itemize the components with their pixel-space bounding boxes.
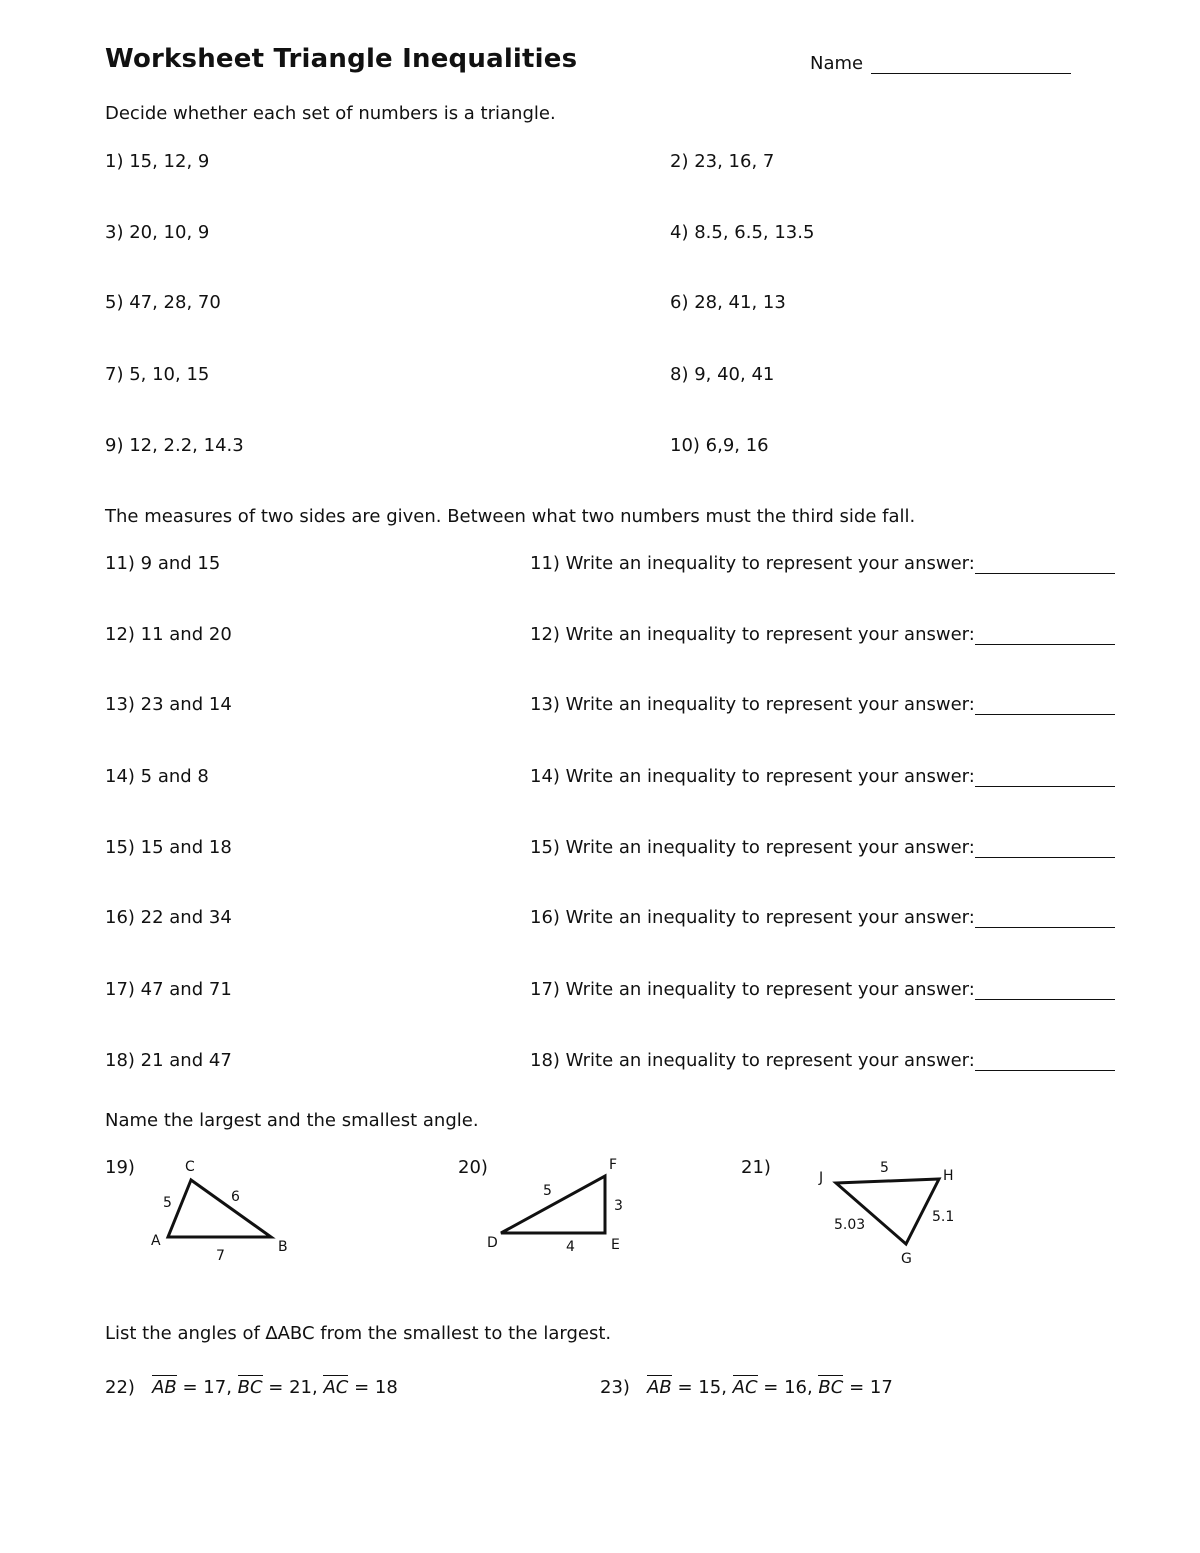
- vertex-label: J: [819, 1170, 824, 1186]
- segment-bc: BC: [237, 1377, 263, 1398]
- prompt-text: 17) Write an inequality to represent your answer:: [530, 979, 975, 1000]
- pair-15: 15) 15 and 18: [105, 837, 232, 858]
- vertex-label: A: [151, 1233, 161, 1249]
- triangle-20-number: 20): [458, 1157, 488, 1178]
- triangle-20: [487, 1157, 623, 1255]
- problem-4: 4) 8.5, 6.5, 13.5: [670, 222, 815, 243]
- problem-22: [105, 1377, 398, 1398]
- pair-17: 17) 47 and 71: [105, 979, 232, 1000]
- problem-9: 9) 12, 2.2, 14.3: [105, 435, 244, 456]
- pair-12: 12) 11 and 20: [105, 624, 232, 645]
- pair-18: 18) 21 and 47: [105, 1050, 232, 1071]
- triangle-19-shape: [168, 1180, 271, 1237]
- side-label: 7: [216, 1248, 225, 1264]
- problem-5: 5) 47, 28, 70: [105, 292, 221, 313]
- segment-ab: AB: [152, 1377, 177, 1398]
- triangle-21: [818, 1160, 954, 1267]
- vertex-label: D: [487, 1235, 498, 1251]
- prompt-text: 11) Write an inequality to represent your answer:: [530, 553, 975, 574]
- section4-instruction: List the angles of ∆ABC from the smallest to the largest.: [105, 1323, 612, 1344]
- side-label: 6: [231, 1189, 240, 1205]
- side-label: 4: [566, 1239, 575, 1255]
- problem-23: [600, 1377, 893, 1398]
- pair-16: 16) 22 and 34: [105, 907, 232, 928]
- problem-1: 1) 15, 12, 9: [105, 151, 210, 172]
- side-label: 5: [880, 1160, 889, 1176]
- side-label: 5: [163, 1195, 172, 1211]
- vertex-label: H: [943, 1168, 954, 1184]
- name-label: Name: [810, 53, 864, 74]
- problem-22-number: 22): [105, 1377, 135, 1398]
- segment-ab: AB: [647, 1377, 672, 1398]
- triangle-19-number: 19): [105, 1157, 135, 1178]
- segment-ac: AC: [323, 1377, 349, 1398]
- page-title: Worksheet Triangle Inequalities: [105, 44, 578, 74]
- segment-value: = 15,: [671, 1377, 733, 1398]
- section3-instruction: Name the largest and the smallest angle.: [105, 1110, 479, 1131]
- prompt-text: 16) Write an inequality to represent your answer:: [530, 907, 975, 928]
- problem-7: 7) 5, 10, 15: [105, 364, 210, 385]
- segment-value: = 18: [348, 1377, 398, 1398]
- side-label: 5: [543, 1183, 552, 1199]
- pair-11: 11) 9 and 15: [105, 553, 221, 574]
- problem-23-number: 23): [600, 1377, 630, 1398]
- triangle-21-number: 21): [741, 1157, 771, 1178]
- side-label: 5.03: [834, 1217, 866, 1233]
- problem-6: 6) 28, 41, 13: [670, 292, 786, 313]
- vertex-label: F: [609, 1157, 618, 1173]
- pair-13: 13) 23 and 14: [105, 694, 232, 715]
- prompt-text: 14) Write an inequality to represent your answer:: [530, 766, 975, 787]
- triangle-19: [151, 1159, 288, 1264]
- section1-instruction: Decide whether each set of numbers is a triangle.: [105, 103, 556, 124]
- segment-value: = 17: [843, 1377, 893, 1398]
- section2-instruction: The measures of two sides are given. Between what two numbers must the third side fall.: [105, 506, 916, 527]
- prompt-text: 13) Write an inequality to represent your answer:: [530, 694, 975, 715]
- problem-8: 8) 9, 40, 41: [670, 364, 775, 385]
- vertex-label: E: [611, 1237, 620, 1253]
- segment-value: = 21,: [262, 1377, 324, 1398]
- triangle-21-shape: [836, 1179, 939, 1244]
- segment-value: = 17,: [176, 1377, 238, 1398]
- segment-ac: AC: [732, 1377, 758, 1398]
- prompt-text: 15) Write an inequality to represent your answer:: [530, 837, 975, 858]
- segment-bc: BC: [818, 1377, 844, 1398]
- triangle-20-shape: [501, 1176, 605, 1233]
- prompt-text: 12) Write an inequality to represent your answer:: [530, 624, 975, 645]
- vertex-label: C: [185, 1159, 195, 1175]
- side-label: 3: [614, 1198, 623, 1214]
- problem-3: 3) 20, 10, 9: [105, 222, 210, 243]
- problem-2: 2) 23, 16, 7: [670, 151, 775, 172]
- problem-10: 10) 6,9, 16: [670, 435, 769, 456]
- side-label: 5.1: [932, 1209, 955, 1225]
- pair-14: 14) 5 and 8: [105, 766, 209, 787]
- vertex-label: G: [901, 1251, 912, 1267]
- segment-value: = 16,: [757, 1377, 819, 1398]
- vertex-label: B: [278, 1239, 288, 1255]
- prompt-text: 18) Write an inequality to represent your answer:: [530, 1050, 975, 1071]
